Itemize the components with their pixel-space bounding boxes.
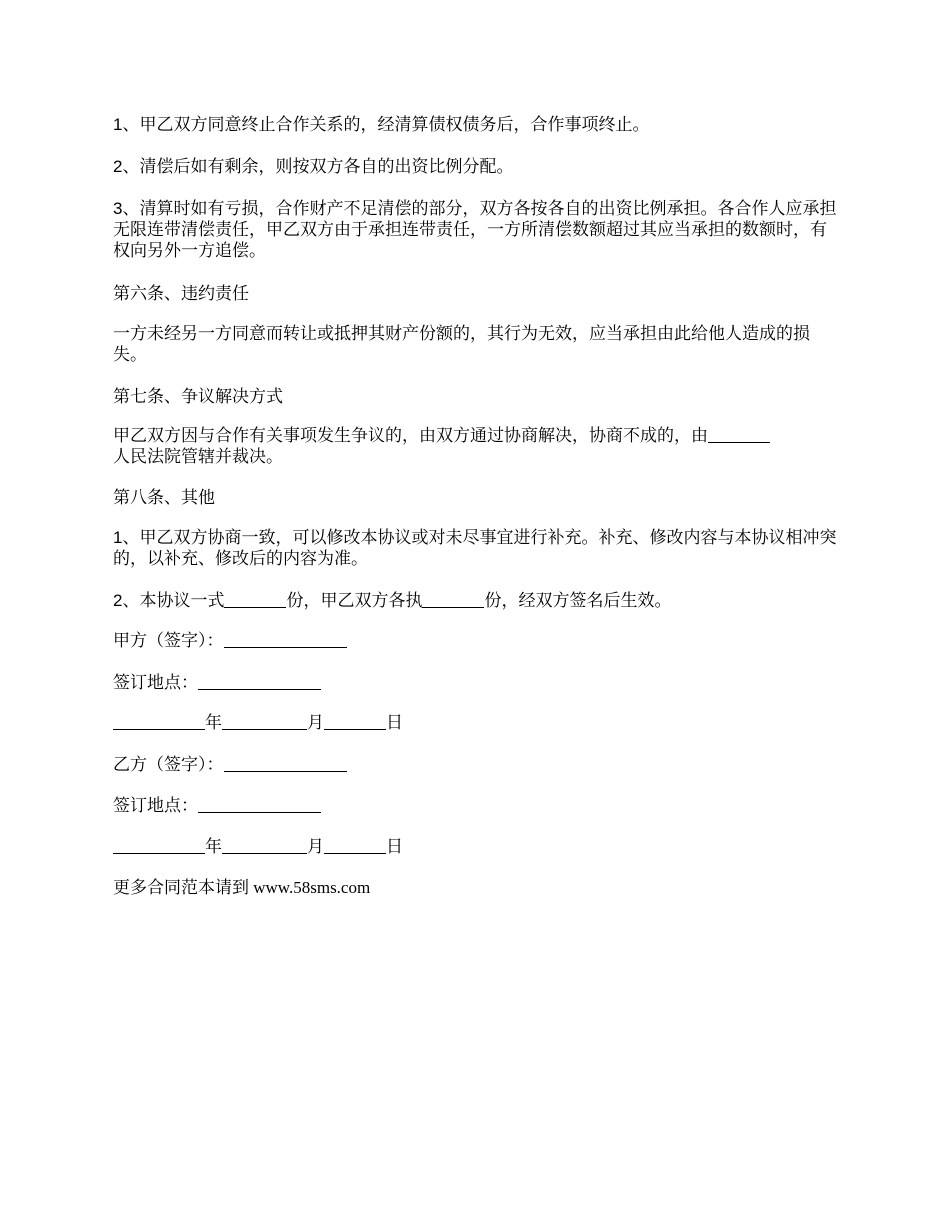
place-label-a: 签订地点： — [113, 673, 198, 692]
party-b-place — [113, 795, 838, 816]
year-b-label: 年 — [205, 837, 222, 856]
copies-text-2: 份，甲乙双方各执 — [286, 591, 423, 610]
article-7-heading: 第七条、争议解决方式 — [113, 387, 283, 406]
copies-text-3: 份，经双方签名后生效。 — [484, 591, 672, 610]
month-b-label: 月 — [307, 837, 324, 856]
year-a-label: 年 — [205, 713, 222, 732]
month-b-blank — [222, 836, 307, 854]
article-7-body-end: 人民法院管辖并裁决。 — [113, 447, 283, 466]
article-8-heading: 第八条、其他 — [113, 488, 215, 507]
article-8-item-2 — [113, 590, 838, 611]
month-a-blank — [222, 712, 307, 730]
day-a-blank — [324, 712, 386, 730]
article-7-body — [113, 425, 838, 467]
party-a-label: 甲方（签字）： — [113, 631, 224, 650]
place-a-blank — [198, 672, 321, 690]
place-b-blank — [198, 795, 321, 813]
party-b-label: 乙方（签字）： — [113, 755, 224, 774]
party-b-signature-blank — [224, 754, 347, 772]
party-a-date — [113, 712, 838, 733]
clause-loss: 3、清算时如有亏损，合作财产不足清偿的部分，双方各按各自的出资比例承担。各合作人应承担无限连带清偿责任，甲乙双方由于承担连带责任，一方所清偿数额超过其应当承担的数额时，有权向另外一方追偿。 — [113, 199, 837, 260]
court-blank — [708, 425, 770, 443]
clause-terminate: 1、甲乙双方同意终止合作关系的，经清算债权债务后，合作事项终止。 — [113, 115, 650, 134]
party-a-place — [113, 672, 838, 693]
day-b-blank — [324, 836, 386, 854]
party-a-signature — [113, 630, 838, 651]
article-7-body-text: 甲乙双方因与合作有关事项发生争议的，由双方通过协商解决，协商不成的，由 — [113, 426, 708, 445]
year-b-blank — [113, 836, 205, 854]
copies-each-blank — [422, 590, 484, 608]
article-6-body: 一方未经另一方同意而转让或抵押其财产份额的，其行为无效，应当承担由此给他人造成的损失。 — [113, 324, 810, 364]
day-b-label: 日 — [386, 837, 403, 856]
place-label-b: 签订地点： — [113, 796, 198, 815]
copies-text-1: 2、本协议一式 — [113, 591, 225, 610]
party-b-date — [113, 836, 838, 857]
copies-total-blank — [224, 590, 286, 608]
year-a-blank — [113, 712, 205, 730]
party-a-signature-blank — [224, 630, 347, 648]
footer-link-text: 更多合同范本请到 www.58sms.com — [113, 878, 371, 897]
article-6-heading: 第六条、违约责任 — [113, 284, 249, 303]
clause-surplus: 2、清偿后如有剩余，则按双方各自的出资比例分配。 — [113, 157, 514, 176]
month-a-label: 月 — [307, 713, 324, 732]
party-b-signature — [113, 754, 838, 775]
article-8-item-1: 1、甲乙双方协商一致，可以修改本协议或对未尽事宜进行补充。补充、修改内容与本协议相冲突的，以补充、修改后的内容为准。 — [113, 528, 837, 568]
day-a-label: 日 — [386, 713, 403, 732]
